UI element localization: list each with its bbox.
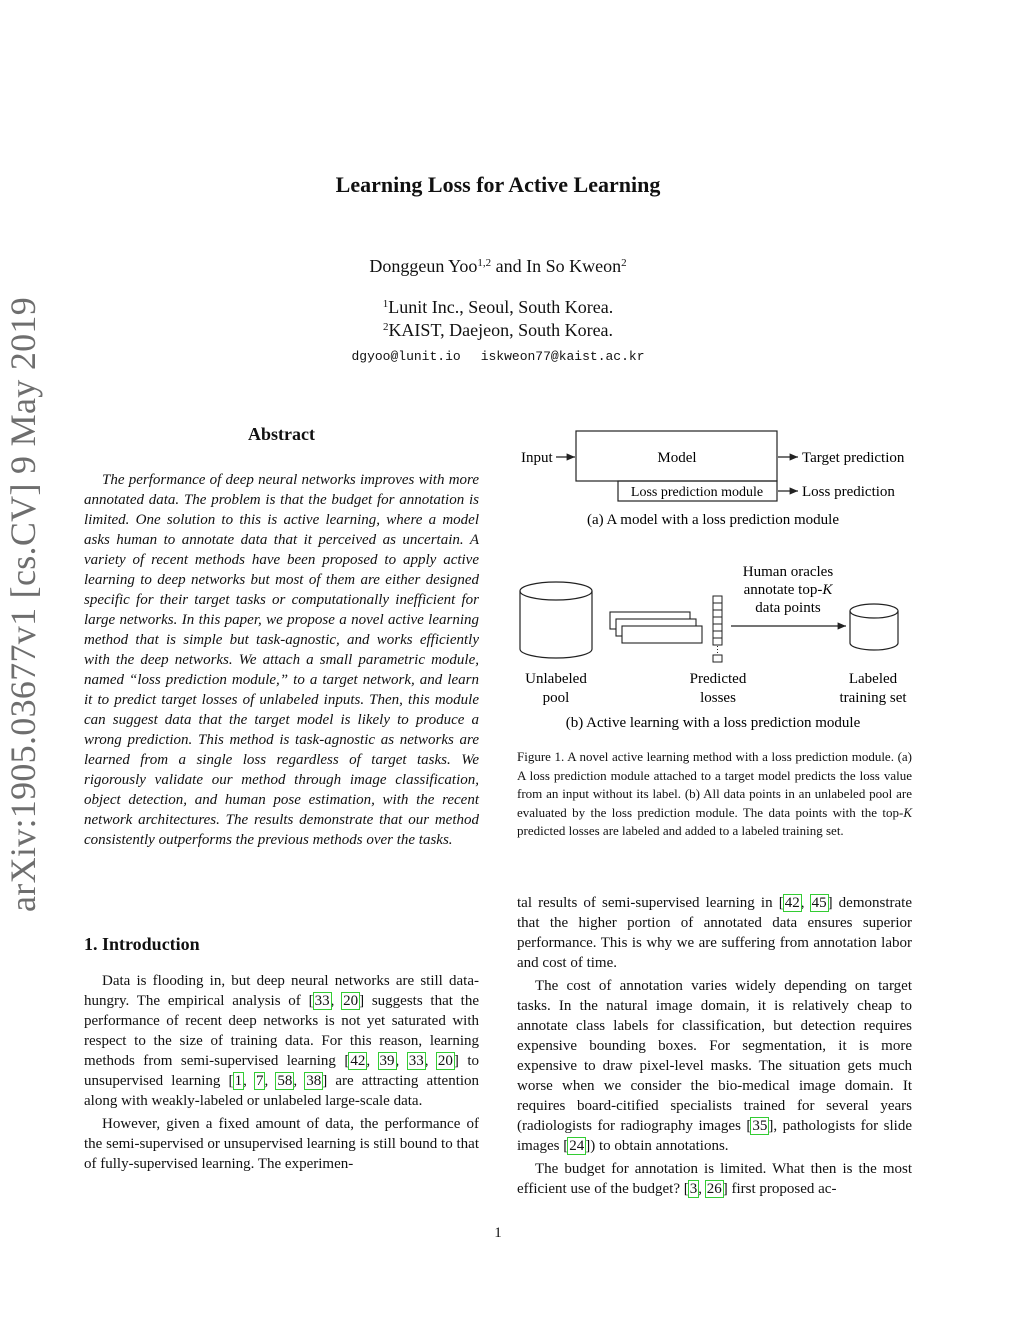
citation-link[interactable]: 45 xyxy=(811,895,827,911)
citation-link[interactable]: 58 xyxy=(277,1073,293,1089)
citation-link[interactable]: 42 xyxy=(350,1053,366,1069)
email-address[interactable]: iskweon77@kaist.ac.kr xyxy=(480,349,645,364)
loss-module-stack-icon xyxy=(610,612,702,643)
labeled-label: Labeled xyxy=(848,671,898,687)
predicted-label: Predicted xyxy=(689,671,747,687)
right-column-body xyxy=(517,893,912,1199)
citation-link[interactable]: 24 xyxy=(569,1138,585,1154)
author-name: In So Kweon xyxy=(526,256,622,276)
affiliation-mark: 1 xyxy=(382,298,389,310)
figure-1-diagram xyxy=(512,424,922,744)
intro-body xyxy=(84,971,479,1174)
figure-caption: Figure 1. A novel active learning method with a loss prediction module. (a) A loss prediction module attached to a target model predicts the loss value from an input without its label. (b) All data points in an unlabeled pool are evaluated by the loss prediction module. The data points with the top-K predicted losses are labeled and added to a labeled training set. xyxy=(517,749,912,838)
human-annotate-label: annotate top-K xyxy=(743,582,833,598)
citation-link[interactable]: 39 xyxy=(379,1053,395,1069)
paper-title: Learning Loss for Active Learning xyxy=(335,172,661,197)
affiliation xyxy=(0,297,996,318)
predicted-losses-ladder-icon xyxy=(713,596,722,662)
author-list xyxy=(0,256,996,277)
model-label: Model xyxy=(657,450,697,466)
section-heading: 1. Introduction xyxy=(84,934,200,954)
affiliation-text: Lunit Inc., Seoul, South Korea. xyxy=(388,297,614,317)
citation-link[interactable]: 1 xyxy=(234,1073,243,1089)
input-label: Input xyxy=(521,450,553,466)
subcaption-b: (b) Active learning with a loss prediction module xyxy=(565,715,861,731)
affiliation xyxy=(0,320,996,341)
author-emails xyxy=(0,349,996,364)
loss-prediction-label: Loss prediction xyxy=(802,484,895,500)
email-address[interactable]: dgyoo@lunit.io xyxy=(351,349,461,364)
affiliation-text: KAIST, Daejeon, South Korea. xyxy=(388,320,614,340)
author-affiliation-mark: 2 xyxy=(621,257,627,269)
unlabeled-pool-cylinder xyxy=(520,582,592,658)
author-name: Donggeun Yoo xyxy=(369,256,478,276)
citation-link[interactable]: 33 xyxy=(314,993,330,1009)
labeled-set-cylinder xyxy=(850,604,898,650)
pool-label: pool xyxy=(542,690,570,706)
abstract-heading: Abstract xyxy=(248,424,315,444)
citation-link[interactable]: 42 xyxy=(784,895,800,911)
paragraph: The cost of annotation varies widely depending on target tasks. In the natural image domain, it is relatively cheap to annotate class labels for classification, but detection requires expensive bounding boxes. For segmentation, it is more expensive to draw pixel-level masks. The situation gets much worse when we consider the bio-medical image domain. It requires board-citified specialists trained for several years (radiologists for radiography images [35], pathologists for slide images [24]) to obtain annotations. xyxy=(517,978,912,1154)
losses-label: losses xyxy=(700,690,736,706)
citation-link[interactable]: 26 xyxy=(706,1181,722,1197)
page-number: 1 xyxy=(494,1225,502,1241)
citation-link[interactable]: 3 xyxy=(689,1181,698,1197)
citation-link[interactable]: 33 xyxy=(408,1053,424,1069)
target-prediction-label: Target prediction xyxy=(802,450,905,466)
arxiv-identifier: arXiv:1905.03677v1 [cs.CV] 9 May 2019 xyxy=(3,296,43,912)
author-joiner: and xyxy=(491,256,527,276)
paragraph: tal results of semi-supervised learning in [42, 45] demonstrate that the higher portion of annotated data ensures superior performance. This is why we are suffering from annotation labor and cost of time. xyxy=(517,895,912,971)
paragraph: However, given a fixed amount of data, the performance of the semi-supervised or unsupervised learning is still bound to that of fully-supervised learning. The experimen- xyxy=(84,1116,479,1172)
affiliation-mark: 2 xyxy=(382,321,389,333)
training-set-label: training set xyxy=(839,690,907,706)
paragraph: The budget for annotation is limited. What then is the most efficient use of the budget? [3, 26] first proposed ac- xyxy=(517,1161,912,1197)
citation-link[interactable]: 20 xyxy=(343,993,359,1009)
human-oracles-label: Human oracles xyxy=(742,564,834,580)
citation-link[interactable]: 7 xyxy=(255,1073,264,1089)
abstract-body: The performance of deep neural networks improves with more annotated data. The problem is that the budget for annotation is limited. One solution to this is active learning, where a model asks human to annotate data that it perceived as uncertain. A variety of recent methods have been proposed to apply active learning to deep networks but most of them are either designed specific for their target tasks or computationally inefficient for large networks. In this paper, we propose a novel active learning method that is simple but task-agnostic, and works efficiently with the deep networks. We attach a small parametric module, named “loss prediction module,” to a target network, and learn it to predict target losses of unlabeled inputs. Then, this module can suggest data that the target model is likely to produce a wrong prediction. This method is task-agnostic as networks are learned from a single loss regardless of target tasks. We rigorously validate our method through image classification, object detection, and human pose estimation, with the recent network architectures. The results demonstrate that our method consistently outperforms the previous methods over the tasks. xyxy=(84,472,479,848)
citation-link[interactable]: 20 xyxy=(437,1053,453,1069)
paragraph: Data is flooding in, but deep neural networks are still data-hungry. The empirical analysis of [33, 20] suggests that the performance of recent deep networks is not yet saturated with respect to the size of training data. For this reason, learning methods from semi-supervised learning [42, 39, 33, 20] to unsupervised learning [1, 7, 58, 38] are attracting attention along with weakly-labeled or unlabeled large-scale data. xyxy=(84,973,480,1109)
unlabeled-label: Unlabeled xyxy=(525,671,587,687)
subcaption-a: (a) A model with a loss prediction module xyxy=(586,512,840,528)
citation-link[interactable]: 35 xyxy=(752,1118,768,1134)
citation-link[interactable]: 38 xyxy=(306,1073,322,1089)
data-points-label: data points xyxy=(755,600,821,616)
author-affiliation-mark: 1,2 xyxy=(477,257,492,269)
figure-1 xyxy=(512,424,922,744)
loss-module-label: Loss prediction module xyxy=(630,485,764,500)
